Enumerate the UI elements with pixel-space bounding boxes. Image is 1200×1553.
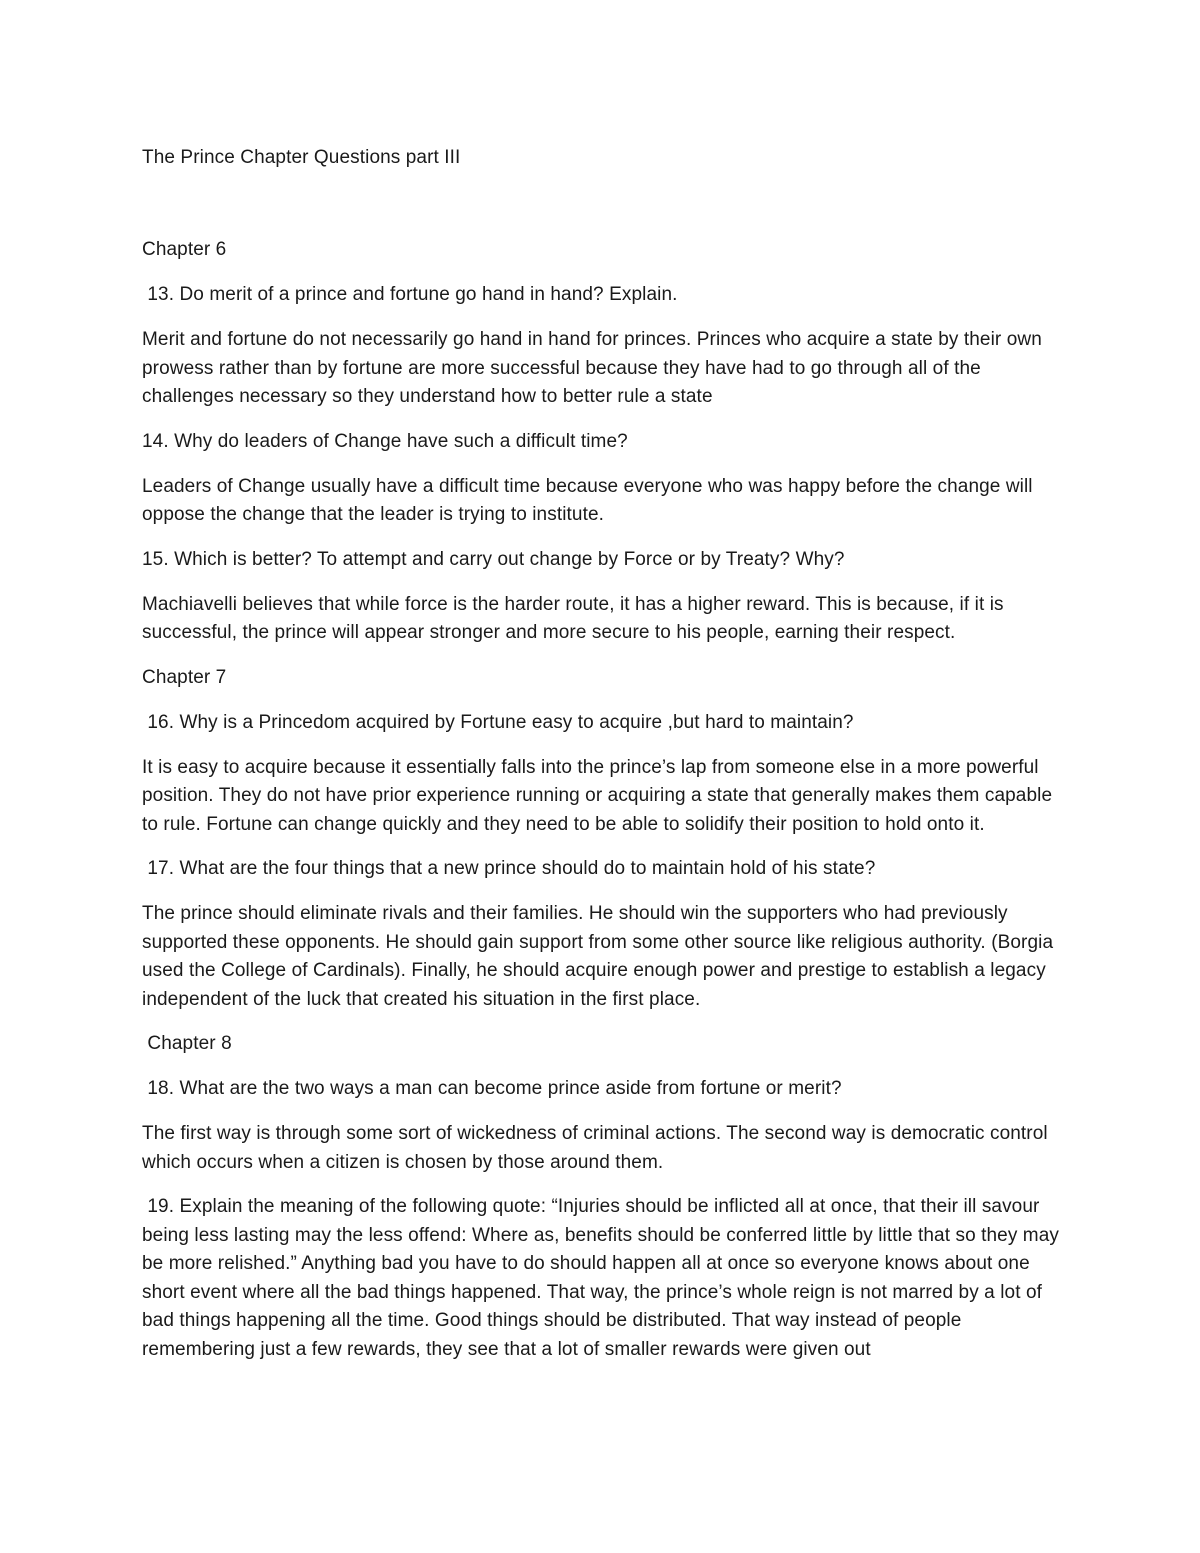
question-16: 16. Why is a Princedom acquired by Fortune easy to acquire ,but hard to maintain? bbox=[142, 711, 854, 733]
question-18: 18. What are the two ways a man can become prince aside from fortune or merit? bbox=[142, 1078, 842, 1099]
document-title: The Prince Chapter Questions part III bbox=[142, 147, 461, 168]
question-15: 15. Which is better? To attempt and carry out change by Force or by Treaty? Why? bbox=[142, 548, 845, 570]
chapter-heading: Chapter 8 bbox=[142, 1033, 232, 1054]
answer-14: Leaders of Change usually have a difficult time because everyone who was happy before the change will oppose the change that the leader is trying to institute. bbox=[142, 475, 1033, 525]
question-19-with-answer: 19. Explain the meaning of the following quote: “Injuries should be inflicted all at once, that their ill savour being less lasting may the less offend: Where as, benefits should be conferred little by little that so they may be more relished.” Anything bad you have to do should happen all at once so everyone knows about one short event where all the bad things happened. That way, the prince’s whole reign is not marred by a lot of bad things happening all the time. Good things should be distributed. That way instead of people remembering just a few rewards, they see that a lot of smaller rewards were given out bbox=[142, 1196, 1065, 1360]
answer-18: The first way is through some sort of wickedness of criminal actions. The second way is democratic control which occurs when a citizen is chosen by those around them. bbox=[142, 1123, 1048, 1173]
answer-16: It is easy to acquire because it essentially falls into the prince’s lap from someone else in a more powerful position. They do not have prior experience running or acquiring a state that generally makes them capable to rule. Fortune can change quickly and they need to be able to solidify their position to hold onto it. bbox=[142, 756, 1053, 835]
chapter-heading: Chapter 6 bbox=[142, 239, 227, 260]
answer-13: Merit and fortune do not necessarily go hand in hand for princes. Princes who acquire a state by their own prowess rather than by fortune are more successful because they have had to go through all of the challenges necessary so they understand how to better rule a state bbox=[142, 329, 1042, 407]
chapter-heading: Chapter 7 bbox=[142, 666, 227, 688]
question-17: 17. What are the four things that a new prince should do to maintain hold of his state? bbox=[142, 858, 876, 879]
question-13: 13. Do merit of a prince and fortune go hand in hand? Explain. bbox=[142, 284, 678, 305]
question-14: 14. Why do leaders of Change have such a difficult time? bbox=[142, 430, 628, 452]
document-page bbox=[142, 144, 1065, 1380]
answer-17: The prince should eliminate rivals and their families. He should win the supporters who had previously supported these opponents. He should gain support from some other source like religious authority. (Borgia used the College of Cardinals). Finally, he should acquire enough power and prestige to establish a legacy independent of the luck that created his situation in the first place. bbox=[142, 903, 1054, 1010]
answer-15: Machiavelli believes that while force is the harder route, it has a higher reward. This is because, if it is successful, the prince will appear stronger and more secure to his people, earning their respect. bbox=[142, 593, 1004, 643]
